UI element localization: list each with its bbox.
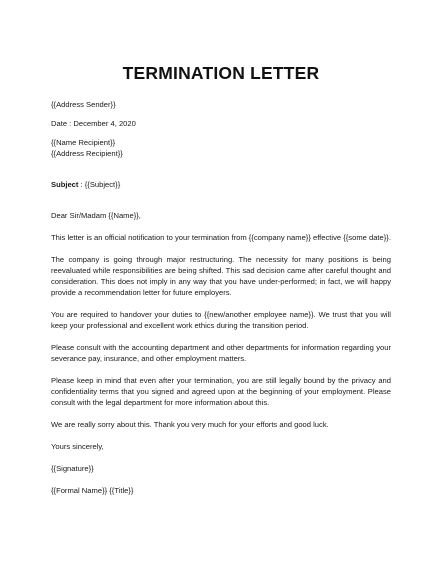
address-recipient: {{Address Recipient}} xyxy=(51,149,123,158)
formal-name-title: {{Formal Name}} {{Title}} xyxy=(51,486,134,495)
paragraph-confidentiality: Please keep in mind that even after your termination, you are still legally bound by the privacy and confidentiality terms that you signed and agreed upon at the beginning of your employment. Please consult with the legal department for more information about this. xyxy=(51,376,391,407)
address-sender: {{Address Sender}} xyxy=(51,100,116,109)
name-recipient: {{Name Recipient}} xyxy=(51,138,116,147)
paragraph-apology: We are really sorry about this. Thank you very much for your efforts and good luck. xyxy=(51,420,329,429)
subject-label: Subject xyxy=(51,180,79,189)
paragraph-restructuring: The company is going through major restructuring. The necessity for many positions is being reevaluated while responsibilities are being shifted. This sad decision came after careful thought and consideration. This does not imply in any way that you have under-performed; in fact, we will happy provide a recommendation letter for future employers. xyxy=(51,255,391,297)
salutation: Dear Sir/Madam {{Name}}, xyxy=(51,211,141,220)
letter-title: TERMINATION LETTER xyxy=(122,63,320,83)
letter-date: Date : December 4, 2020 xyxy=(51,119,136,128)
subject-line xyxy=(51,179,391,190)
paragraph-consult-accounting: Please consult with the accounting department and other departments for information regarding your severance pay, insurance, and other employment matters. xyxy=(51,343,391,363)
subject-value: : {{Subject}} xyxy=(78,180,121,189)
closing: Yours sincerely, xyxy=(51,442,104,451)
paragraph-notification: This letter is an official notification to your termination from {{company name}} effective {{some date}}. xyxy=(51,233,391,242)
signature: {{Signature}} xyxy=(51,464,94,473)
paragraph-handover: You are required to handover your duties to {{new/another employee name}}. We trust that you will keep your professional and excellent work ethics during the transition period. xyxy=(51,310,391,330)
